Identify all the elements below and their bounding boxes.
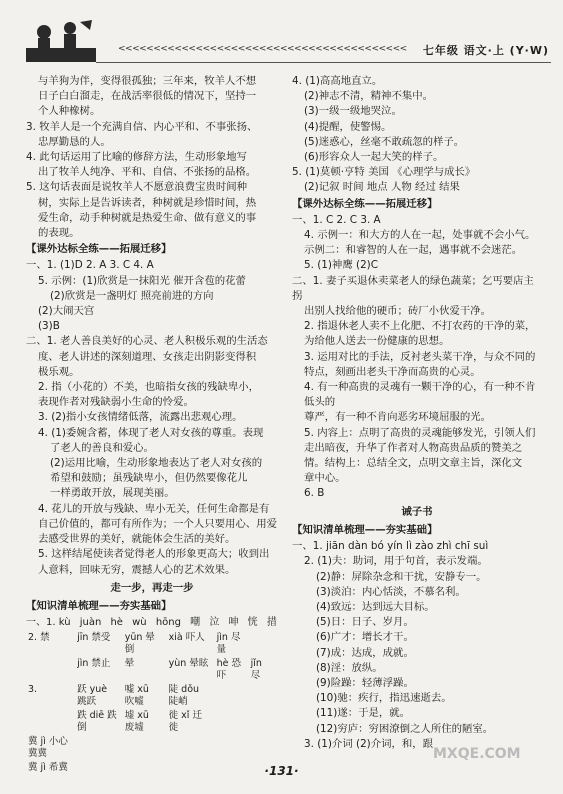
- cartoon-figures-icon: [26, 18, 96, 62]
- answer-line: 的表现。: [38, 227, 80, 240]
- polyphone-cell: 3.: [28, 684, 38, 696]
- answer-line: 出别人找给他的硬币；砖厂小伙爱干净。: [304, 305, 492, 318]
- header-rule: [96, 62, 551, 63]
- polyphone-cell: 冀 jì 希冀: [28, 762, 68, 774]
- answer-line: 了老人的善良和爱心。: [50, 441, 154, 454]
- answer-line: 5. 示例：(1)欣赏是一抹阳光 催开含苞的花蕾: [38, 274, 246, 287]
- pinyin-item: 措: [266, 617, 277, 629]
- pinyin-item: 一、1. kù: [26, 617, 71, 629]
- answer-line: (2)神志不清，精神不集中。: [304, 90, 434, 103]
- polyphone-cell: yùn 晕眩: [168, 658, 209, 670]
- polyphone-cell: 墟 xū 废墟: [124, 710, 149, 734]
- right-answer-lines: [292, 74, 542, 502]
- section-heading-right: 【知识清单梳理——夯实基础】: [292, 523, 438, 536]
- polyphone-cell: hè 恐吓: [216, 658, 242, 682]
- answer-line: 3. 运用对比的手法，反衬老头菜干净，与众不同的: [304, 350, 536, 363]
- section-heading: 【课外达标全练——拓展迁移】: [292, 197, 438, 210]
- answer-line: 自己价值的，都可有所作为；一个人只要用心、用爱: [38, 517, 277, 530]
- answer-line: 度、老人讲述的深刻道理、女孩走出阴影变得积: [38, 350, 257, 363]
- answer-line: 日子白白溜走，在战活率很低的情况下，坚持一: [38, 90, 257, 103]
- answer-line: 2. (1)夫：助词，用于句首，表示发端。: [304, 555, 488, 568]
- answer-line: 5. 这样结尾使读者觉得老人的形象更高大；收到出: [38, 548, 270, 561]
- answer-line: (5)日：日子、岁月。: [316, 616, 414, 629]
- pinyin-item: 泣: [209, 617, 220, 629]
- answer-line: 5. (1)神鹰 (2)C: [304, 259, 378, 272]
- pinyin-item: hōng: [155, 617, 181, 629]
- pinyin-block: [26, 615, 278, 776]
- polyphone-cell: jǐn 尽: [250, 658, 262, 682]
- answer-line: 个人种橡树。: [38, 105, 101, 118]
- answer-line: 示例二：和睿智的人在一起，遇事就不会迷茫。: [304, 244, 523, 257]
- answer-line: 4. (1)委婉含蓄，体现了老人对女孩的尊重。表现: [38, 426, 264, 439]
- answer-line: (9)险躁：轻薄浮躁。: [316, 676, 414, 689]
- polyphone-cell: 冀 jì 小心冀冀: [28, 736, 68, 760]
- polyphone-cell: 徙 xǐ 迁徙: [168, 710, 202, 734]
- answer-line: 极乐观。: [38, 365, 80, 378]
- answer-line: 二、1. 老人善良美好的心灵、老人积极乐观的生活态: [26, 335, 268, 348]
- left-column: [26, 74, 278, 776]
- pinyin-item: wù: [132, 617, 147, 629]
- answer-line: (2)大闹天宫: [38, 305, 95, 318]
- polyphone-cell: [28, 710, 75, 734]
- left-answer-lines: [26, 74, 278, 578]
- polyphone-cell: yūn 晕倒: [124, 632, 155, 656]
- pinyin-item: 嘲: [190, 617, 201, 629]
- polyphone-cell: [28, 658, 75, 682]
- answer-line: 爱生命，动手种树就是热爱生命、做有意义的事: [38, 211, 257, 224]
- section-heading-left: 【知识清单梳理——夯实基础】: [26, 599, 172, 612]
- answer-line: 二、1. 妻子买退休卖菜老人的绿色蔬菜；乞丐要店主拐: [292, 274, 534, 302]
- answer-line: 3. (2)指小女孩情绪低落，流露出悲观心理。: [38, 411, 243, 424]
- answer-line: 5. 这句话表面是说牧羊人不愿意浪费宝贵时间种: [26, 181, 248, 194]
- answer-line: (3)B: [38, 320, 60, 333]
- lesson-title-right: 诫子书: [401, 505, 433, 518]
- polyphone-row: [28, 658, 276, 682]
- answer-line: 4. (1)高高地直立。: [292, 75, 383, 87]
- answer-line: 5. (1)莫顿·亨特 美国 《心理学与成长》: [292, 166, 476, 179]
- answer-line: (10)驰：疾行，指迅速逝去。: [316, 692, 452, 705]
- polyphone-cell: 跃 yuè 跳跃: [77, 684, 108, 708]
- answer-line: 2. 指（小花的）不美，也暗指女孩的残缺卑小，: [38, 381, 260, 394]
- polyphone-row: [28, 632, 276, 656]
- answer-line: 人意料，回味无穷，震撼人心的艺术效果。: [38, 563, 236, 576]
- polyphone-cell: jīn 禁受: [77, 632, 111, 644]
- answer-line: (3)淡泊：内心恬淡，不慕名利。: [316, 585, 466, 598]
- answer-line: 一、1. C 2. C 3. A: [292, 213, 381, 226]
- pinyin-item: 恍: [247, 617, 258, 629]
- right-answer-lines-2: [292, 539, 542, 752]
- page-number: ·131·: [264, 764, 299, 778]
- answer-line: 章中心。: [304, 472, 346, 485]
- answer-line: 希望和鼓励；虽残缺卑小，但仍然要像花儿: [50, 472, 248, 485]
- answer-line: 尊严，有一种不肯向恶劣环境屈服的光。: [304, 411, 492, 424]
- pinyin-item: 呻: [228, 617, 239, 629]
- answer-line: (6)广才：增长才干。: [316, 631, 414, 644]
- polyphone-table: [26, 630, 278, 776]
- answer-line: (2)记叙 时间 地点 人物 经过 结果: [304, 181, 460, 194]
- polyphone-row: [28, 710, 276, 734]
- answer-line: (5)迷惑心，丝毫不敢疏忽的样子。: [304, 135, 465, 148]
- answer-line: 一、1. jiān dàn bó yín lì zào zhì chī suì: [292, 540, 489, 553]
- answer-line: 情。结构上：总结全文，点明文章主旨，深化文: [304, 457, 523, 470]
- answer-line: 4. 此句话运用了比喻的修辞方法，生动形象地写: [26, 151, 248, 164]
- answer-line: (2)欣赏是一盏明灯 照亮前进的方向: [50, 289, 214, 302]
- polyphone-cell: jìn 尽量: [216, 632, 241, 656]
- answer-line: 一样勇敢开放，展现美丽。: [50, 487, 175, 500]
- watermark-text: MXQE.COM: [433, 746, 521, 762]
- answer-line: (6)形容众人一起大笑的样子。: [304, 151, 444, 164]
- answer-line: 与羊狗为伴，变得很孤独；三年来，牧羊人不想: [38, 75, 257, 87]
- answer-line: (7)成：达成，成就。: [316, 646, 414, 659]
- polyphone-cell: jìn 禁止: [77, 658, 111, 670]
- site-watermark: [433, 746, 553, 786]
- polyphone-cell: 2. 禁: [28, 632, 50, 644]
- pinyin-row: [26, 615, 278, 630]
- pinyin-item: hè: [110, 617, 123, 629]
- answer-line: 走出暗夜，升华了作者对人物高贵品质的赞美之: [304, 441, 523, 454]
- lesson-title-left: 走一步，再走一步: [110, 581, 194, 594]
- polyphone-cell: 晕: [124, 658, 135, 670]
- answer-line: 4. 花儿的开放与残缺、卑小无关，任何生命都是有: [38, 502, 270, 515]
- answer-line: (8)淫：放纵。: [316, 661, 383, 674]
- answer-line: (11)遂：于是，就。: [316, 707, 411, 720]
- answer-line: 一、1. (1)D 2. A 3. C 4. A: [26, 259, 154, 272]
- answer-line: 4. 有一种高贵的灵魂有一颗干净的心，有一种不肯低头的: [304, 381, 536, 409]
- polyphone-cell: 陡 dǒu 陡峭: [168, 684, 200, 708]
- answer-line: (3)一级一级地哭泣。: [304, 105, 402, 118]
- right-column: [292, 74, 542, 752]
- answer-line: 去感受世界的美好，就能体会生活的美好。: [38, 533, 236, 546]
- grade-subject-tag: 七年级 语文·上 (Y·W): [422, 44, 549, 57]
- polyphone-cell: xià 吓人: [168, 632, 205, 644]
- answer-line: 3. (1)介词 (2)介词，和，跟: [304, 737, 434, 750]
- pinyin-item: juàn: [79, 617, 102, 629]
- answer-line: (2)运用比喻，生动形象地表达了老人对女孩的: [50, 457, 263, 470]
- polyphone-row: [28, 684, 276, 708]
- answer-line: 忠厚勤恳的人。: [38, 135, 111, 148]
- answer-line: (4)提醒，使警惕。: [304, 120, 392, 133]
- polyphone-cell: 跌 diē 跌倒: [77, 710, 117, 734]
- answer-line: 特点，刻画出老头干净而高贵的心灵。: [304, 365, 481, 378]
- answer-line: 2. 指退休老人卖不上化肥、不打农药的干净的菜，: [304, 320, 536, 333]
- answer-line: 表现作者对残缺弱小生命的怜爱。: [38, 396, 194, 409]
- answer-line: (2)静：屏除杂念和干扰，安静专一。: [316, 570, 487, 583]
- answer-line: 4. 示例一：和大方的人在一起，处事就不会小气。: [304, 229, 536, 242]
- answer-line: 6. B: [304, 487, 325, 500]
- section-heading: 【课外达标全练——拓展迁移】: [26, 243, 172, 256]
- answer-line: (12)穷庐：穷困潦倒之人所住的陋室。: [316, 722, 494, 735]
- polyphone-row: [28, 736, 276, 760]
- answer-line: 5. 内容上：点明了高贵的灵魂能够发光，引领人们: [304, 426, 536, 439]
- answer-line: (4)致远：达到远大目标。: [316, 600, 435, 613]
- polyphone-cell: 嘘 xū 吹嘘: [124, 684, 149, 708]
- answer-line: 树，实际上是告诉读者，种树就是珍惜时间，热: [38, 196, 257, 209]
- answer-line: 3. 牧羊人是一个充满自信、内心平和、不事张扬、: [26, 120, 258, 133]
- answer-line: 出了牧羊人纯净、平和、自信、不张扬的品格。: [38, 166, 257, 179]
- page-header: [0, 0, 563, 60]
- chevron-border: <<<<<<<<<<<<<<<<<<<<<<<<<<<<<<<<<<<<<<<<<: [118, 44, 407, 54]
- answer-line: 为给他人送去一份健康的思想。: [304, 335, 450, 348]
